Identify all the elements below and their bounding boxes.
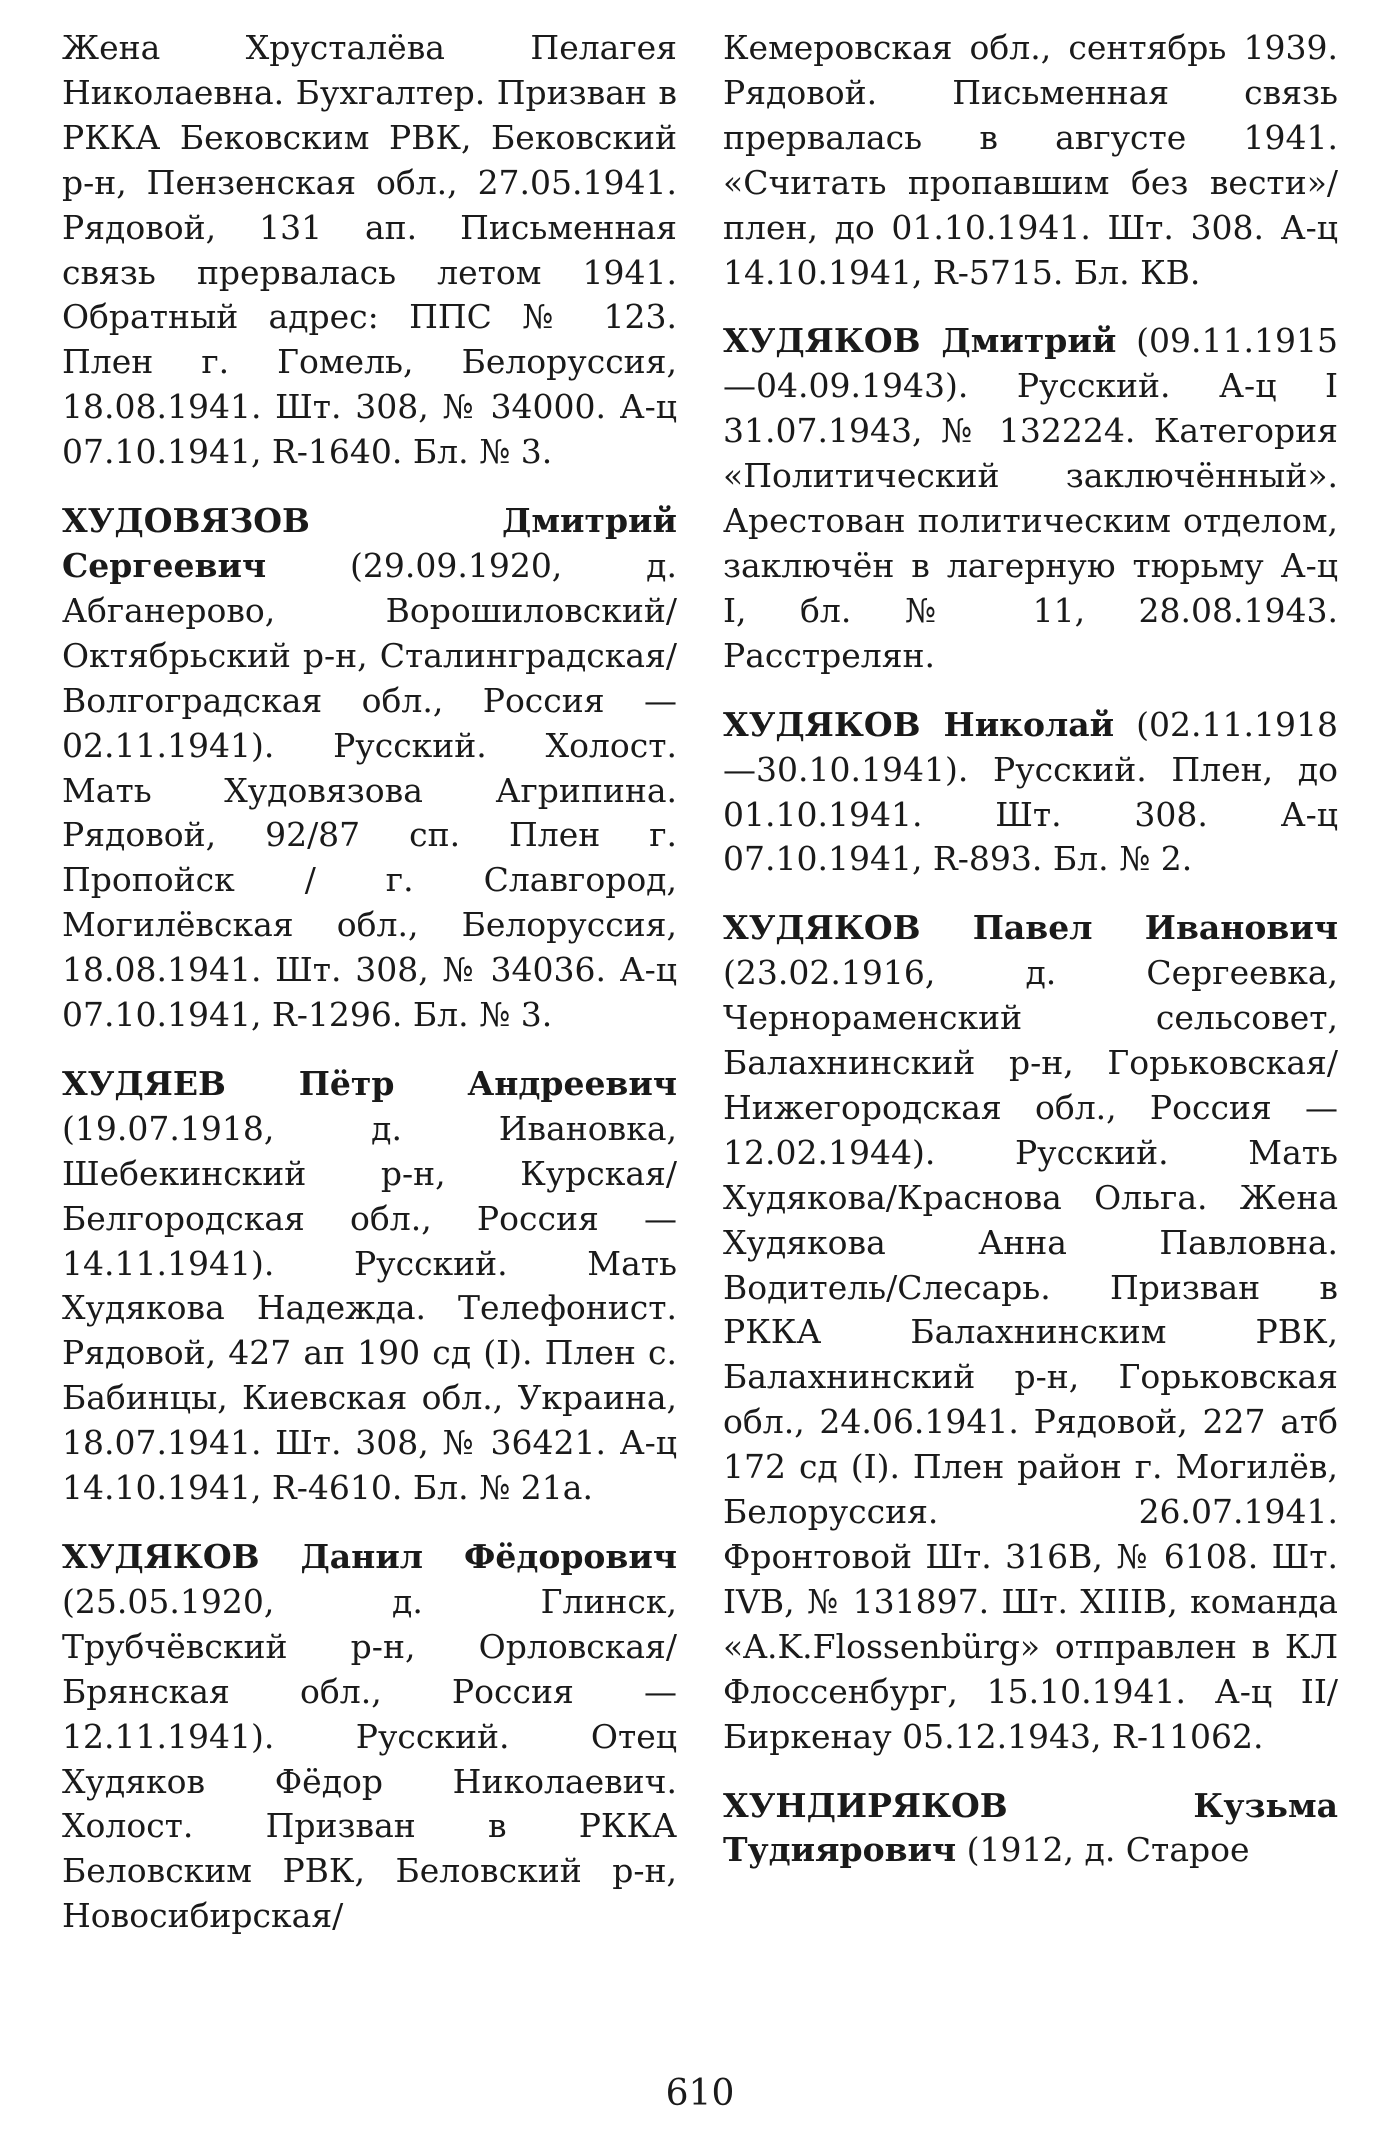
entry-text: Кемеровская обл., сентябрь 1939. Рядовой. Письменная связь прервалась в августе 1941. «Считать пропавшим без вести»/плен, до 01.10.1941. Шт. 308. А-ц 14.10.1941, R-5715. Бл. КВ. <box>723 28 1338 292</box>
entry-name: ХУДЯКОВ Данил Фёдорович <box>62 1537 677 1576</box>
entry <box>62 26 677 475</box>
entry <box>723 906 1338 1759</box>
entry <box>62 1062 677 1511</box>
entry <box>723 703 1338 883</box>
book-page <box>62 26 1338 2066</box>
entry-text: Жена Хрусталёва Пелагея Николаевна. Бухгалтер. Призван в РККА Бековским РВК, Бековский р-н, Пензенская обл., 27.05.1941. Рядовой, 131 ап. Письменная связь прервалась летом 1941. Обратный адрес: ППС № 123. Плен г. Гомель, Белоруссия, 18.08.1941. Шт. 308, № 34000. А-ц 07.10.1941, R-1640. Бл. № 3. <box>62 28 677 472</box>
entry <box>62 499 677 1038</box>
right-column <box>723 26 1338 1897</box>
entry-name: ХУДЯКОВ Павел Иванович <box>723 908 1338 948</box>
entry-text: (02.11.1918—30.10.1941). Русский. Плен, до 01.10.1941. Шт. 308. А-ц 07.10.1941, R-893. Бл. № 2. <box>723 704 1338 879</box>
page-number: 610 <box>665 2073 735 2114</box>
entry <box>723 319 1338 678</box>
entry-name: ХУДЯКОВ Николай <box>723 704 1115 744</box>
entry-text: (09.11.1915—04.09.1943). Русский. А-ц I 31.07.1943, № 132224. Категория «Политический заключённый». Арестован политическим отделом, заключён в лагерную тюрьму А-ц I, бл. № 11, 28.08.1943. Расстрелян. <box>723 321 1338 675</box>
entry-text: (19.07.1918, д. Ивановка, Шебекинский р-н, Курская/Белгородская обл., Россия — 14.11.1941). Русский. Мать Худякова Надежда. Телефонист. Рядовой, 427 ап 190 сд (I). Плен с. Бабинцы, Киевская обл., Украина, 18.07.1941. Шт. 308, № 36421. А-ц 14.10.1941, R-4610. Бл. № 21а. <box>62 1108 677 1508</box>
entry-text: (1912, д. Старое <box>956 1830 1250 1870</box>
entry-text: (23.02.1916, д. Сергеевка, Чернораменский сельсовет, Балахнинский р-н, Горьковская/Нижегородская обл., Россия — 12.02.1944). Русский. Мать Худякова/Краснова Ольга. Жена Худякова Анна Павловна. Водитель/Слесарь. Призван в РККА Балахнинским РВК, Балахнинский р-н, Горьковская обл., 24.06.1941. Рядовой, 227 атб 172 сд (I). Плен район г. Могилёв, Белоруссия. 26.07.1941. Фронтовой Шт. 316B, № 6108. Шт. IVB, № 131897. Шт. XIIIB, команда «A.K.Flossenbürg» отправлен в КЛ Флоссенбург, 15.10.1941. А-ц II/Биркенау 05.12.1943, R-11062. <box>723 953 1338 1756</box>
entry-name: ХУДЯЕВ Пётр Андреевич <box>62 1063 677 1103</box>
entry-name: ХУДОВЯЗОВ Дмитрий Сергеевич <box>62 501 677 585</box>
left-column <box>62 26 677 1963</box>
entry-text: (25.05.1920, д. Глинск, Трубчёвский р-н, Орловская/Брянская обл., Россия — 12.11.1941). Русский. Отец Худяков Фёдор Николаевич. Холост. Призван в РККА Беловским РВК, Беловский р-н, Новосибирская/ <box>62 1581 677 1936</box>
entry <box>723 26 1338 295</box>
entry-text: (29.09.1920, д. Абганерово, Ворошиловский/Октябрьский р-н, Сталинградская/Волгоградская обл., Россия — 02.11.1941). Русский. Холост. Мать Худовязова Агрипина. Рядовой, 92/87 сп. Плен г. Пропойск / г. Славгород, Могилёвская обл., Белоруссия, 18.08.1941. Шт. 308, № 34036. А-ц 07.10.1941, R-1296. Бл. № 3. <box>62 545 677 1035</box>
entry-name: ХУДЯКОВ Дмитрий <box>723 321 1117 361</box>
entry <box>723 1784 1338 1874</box>
entry-name: ХУНДИРЯКОВ Кузьма Тудиярович <box>723 1785 1338 1870</box>
entry <box>62 1535 677 1939</box>
